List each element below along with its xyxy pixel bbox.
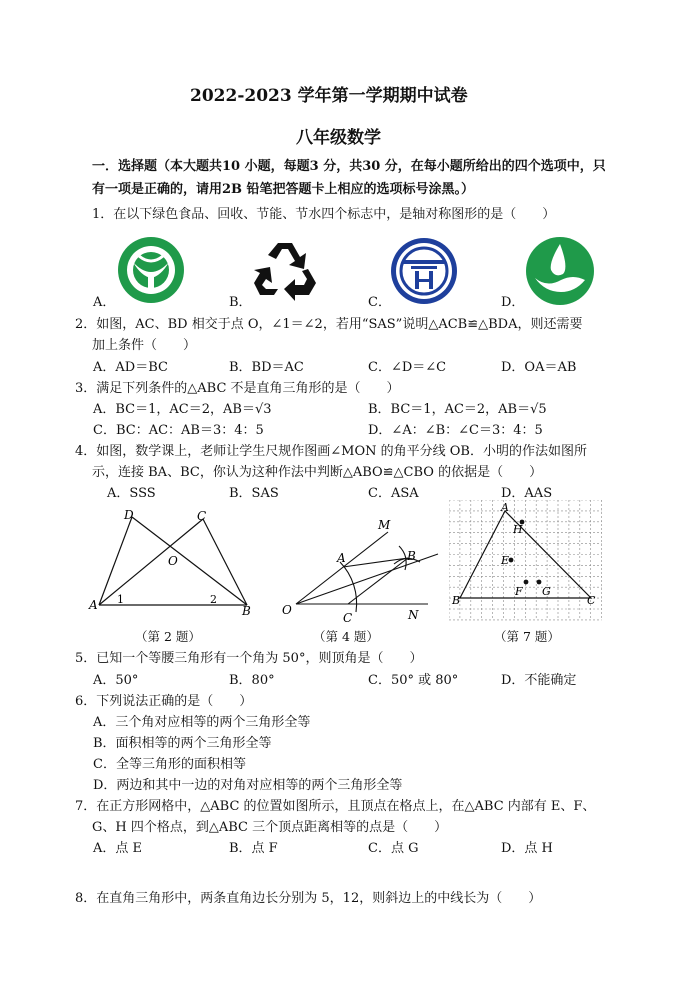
q1-option-b: B． [229, 295, 252, 310]
fig2-caption: （第 2 题） [135, 629, 201, 644]
fig7-label-e: E [501, 554, 510, 567]
q3-option-c: C．BC：AC：AB＝3：4：5 [93, 423, 264, 438]
q5-option-c: C．50° 或 80° [368, 673, 459, 688]
fig4-caption: （第 4 题） [313, 629, 379, 644]
q2-option-b: B．BD＝AC [229, 360, 304, 375]
q1-stem: 1．在以下绿色食品、回收、节能、节水四个标志中，是轴对称图形的是（ ） [92, 207, 556, 222]
q7-option-d: D．点 H [501, 841, 553, 856]
q6-option-d: D．两边和其中一边的对角对应相等的两个三角形全等 [93, 778, 403, 793]
q2-option-a: A．AD＝BC [93, 360, 168, 375]
q5-option-d: D．不能确定 [501, 673, 577, 688]
q4-option-b: B．SAS [229, 486, 279, 501]
q6-option-b: B．面积相等的两个三角形全等 [93, 736, 272, 751]
q1-option-a: A． [93, 295, 116, 310]
q7-option-c: C．点 G [368, 841, 419, 856]
fig7-caption: （第 7 题） [494, 629, 560, 644]
fig2-label-a: A [89, 598, 98, 612]
q3-stem: 3．满足下列条件的△ABC 不是直角三角形的是（ ） [75, 381, 400, 396]
green-food-logo-icon [117, 236, 185, 304]
q3-option-b: B．BC＝1，AC＝2，AB＝√5 [368, 402, 547, 417]
q4-stem-line1: 4．如图，数学课上，老师让学生尺规作图画∠MON 的角平分线 OB．小明的作法如图所 [75, 444, 587, 459]
fig4-label-m: M [378, 518, 391, 532]
q6-option-c: C．全等三角形的面积相等 [93, 757, 246, 772]
fig7-label-c: C [587, 594, 596, 607]
fig2-label-b: B [242, 604, 251, 618]
q5-option-b: B．80° [229, 673, 275, 688]
fig7-label-h: H [513, 523, 523, 536]
figure-q7 [449, 500, 604, 625]
q1-option-d: D． [501, 295, 525, 310]
fig2-angle-2: 2 [210, 593, 217, 606]
fig7-label-b: B [452, 594, 461, 607]
q8-stem: 8．在直角三角形中，两条直角边长分别为 5，12，则斜边上的中线长为（ ） [75, 891, 542, 906]
recycle-logo-icon [252, 239, 318, 303]
q4-stem-line2: 示，连接 BA、BC，你认为这种作法中判断△ABO≌△CBO 的依据是（ ） [92, 465, 543, 480]
fig4-label-b: B [407, 549, 416, 563]
q6-stem: 6．下列说法正确的是（ ） [75, 694, 253, 709]
q7-stem-line1: 7．在正方形网格中，△ABC 的位置如图所示，且顶点在格点上，在△ABC 内部有 E、F、 [75, 799, 596, 814]
q5-stem: 5．已知一个等腰三角形有一个角为 50°，则顶角是（ ） [75, 651, 423, 666]
section-header-line1: 一．选择题（本大题共10 小题，每题3 分，共30 分，在每小题所给出的四个选项中，只 [92, 159, 606, 174]
fig2-label-d: D [124, 508, 134, 522]
q2-stem-line1: 2．如图，AC、BD 相交于点 O，∠1＝∠2，若用“SAS”说明△ACB≌△BDA，则还需要 [75, 317, 583, 332]
q7-option-b: B．点 F [229, 841, 278, 856]
figure-q4 [278, 512, 448, 627]
q3-option-d: D．∠A：∠B：∠C＝3：4：5 [368, 423, 543, 438]
q4-option-c: C．ASA [368, 486, 419, 501]
energy-saving-logo-icon [389, 236, 459, 306]
section-header-line2: 有一项是正确的，请用2B 铅笔把答题卡上相应的选项标号涂黑。） [92, 182, 475, 197]
page-title: 2022-2023 学年第一学期期中试卷 [190, 86, 468, 106]
fig7-label-f: F [515, 585, 523, 598]
q1-option-c: C． [368, 295, 391, 310]
fig7-label-g: G [542, 585, 551, 598]
fig2-angle-1: 1 [117, 593, 124, 606]
fig7-label-a: A [501, 501, 509, 514]
q5-option-a: A．50° [93, 673, 139, 688]
fig4-label-n: N [408, 608, 419, 622]
fig4-label-o: O [282, 603, 292, 617]
q7-stem-line2: G、H 四个格点，到△ABC 三个顶点距离相等的点是（ ） [92, 820, 448, 835]
q2-option-d: D．OA＝AB [501, 360, 577, 375]
q2-option-c: C．∠D＝∠C [368, 360, 447, 375]
fig4-label-c: C [343, 611, 353, 625]
figure-q2 [86, 505, 258, 623]
q7-option-a: A．点 E [93, 841, 143, 856]
q2-stem-line2: 加上条件（ ） [92, 338, 197, 353]
page-subtitle: 八年级数学 [296, 128, 381, 148]
fig2-label-o: O [168, 554, 178, 568]
q4-option-a: A．SSS [107, 486, 156, 501]
fig4-label-a: A [337, 551, 346, 565]
q3-option-a: A．BC＝1，AC＝2，AB＝√3 [93, 402, 272, 417]
water-saving-logo-icon [525, 236, 595, 306]
q4-option-d: D．AAS [501, 486, 553, 501]
fig2-label-c: C [197, 509, 207, 523]
q6-option-a: A．三个角对应相等的两个三角形全等 [93, 715, 311, 730]
